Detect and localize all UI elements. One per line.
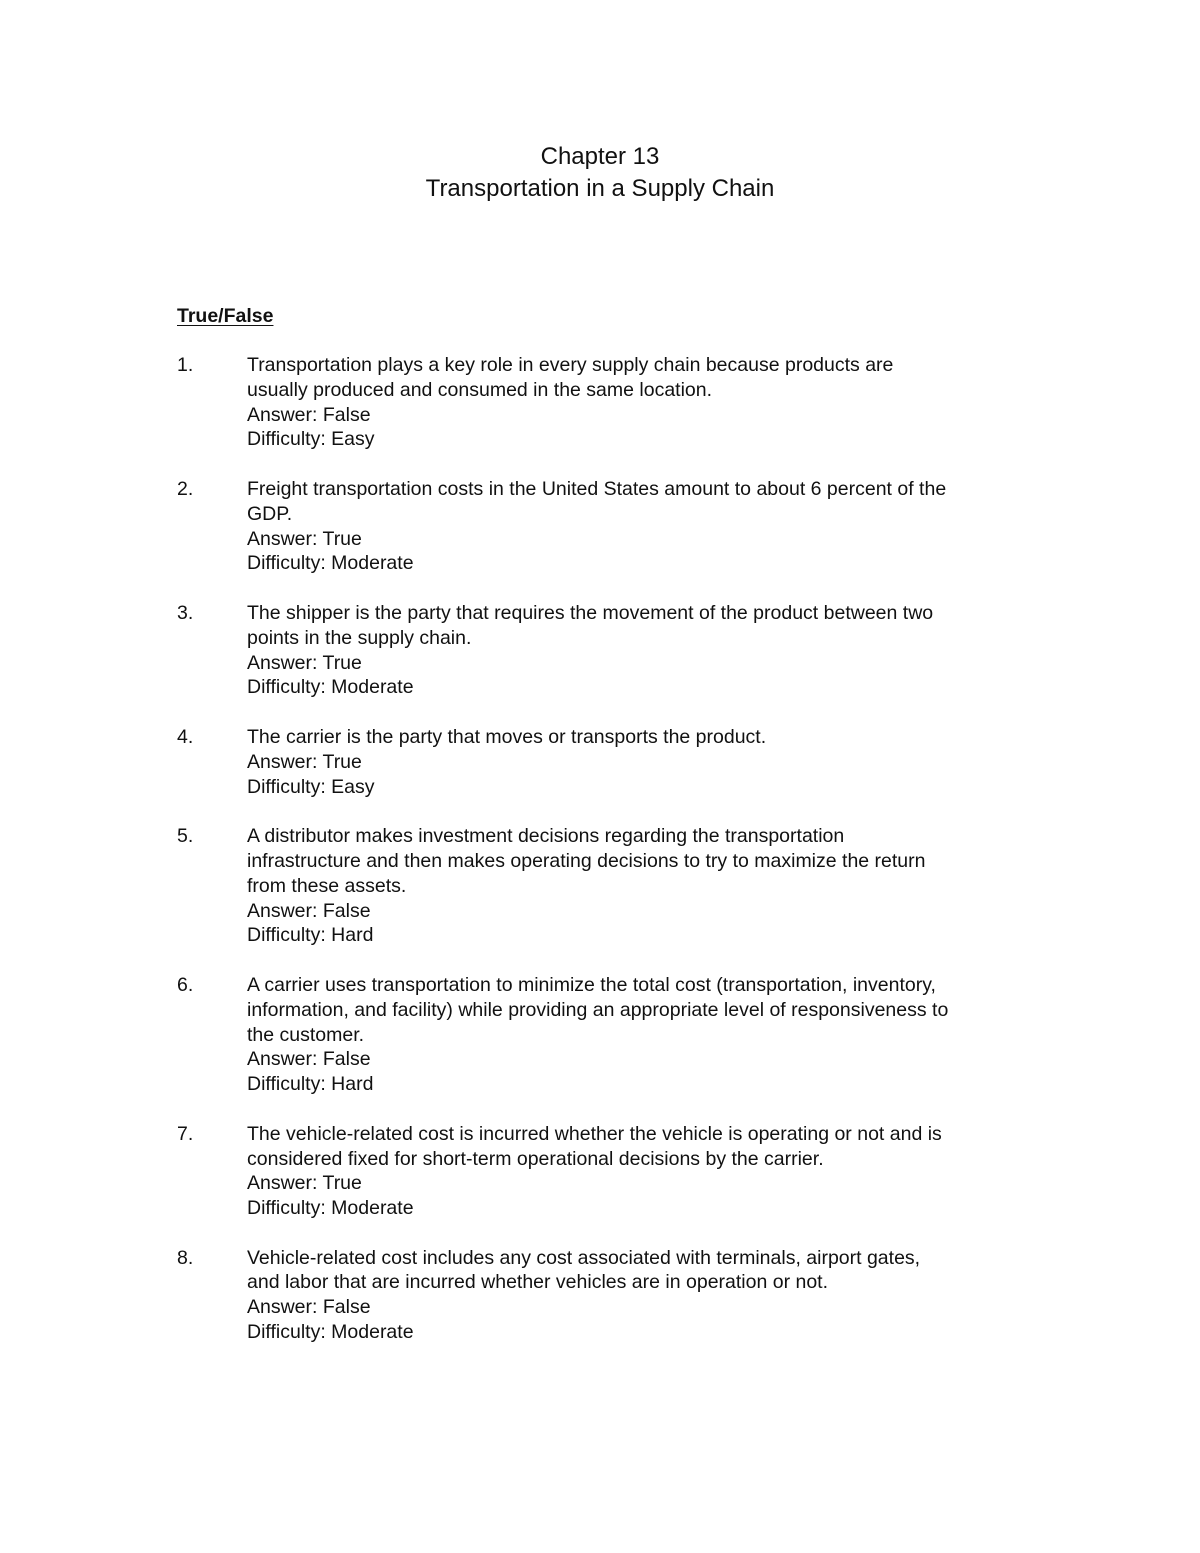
question-answer: Answer: False — [247, 1296, 371, 1319]
question-difficulty: Difficulty: Easy — [247, 428, 375, 451]
question-difficulty: Difficulty: Hard — [247, 924, 374, 947]
question-item — [177, 1246, 1037, 1345]
question-text-line: Freight transportation costs in the United States amount to about 6 percent of the — [247, 477, 947, 500]
question-answer: Answer: True — [247, 527, 362, 550]
question-text-line: The shipper is the party that requires the movement of the product between two — [247, 601, 934, 624]
question-text-line: points in the supply chain. — [247, 626, 472, 649]
question-text-line: infrastructure and then makes operating decisions to try to maximize the return — [247, 849, 926, 872]
question-item — [177, 477, 1037, 576]
question-answer: Answer: False — [247, 1048, 371, 1071]
question-text-line: A carrier uses transportation to minimize the total cost (transportation, inventory, — [247, 973, 936, 996]
question-answer: Answer: False — [247, 899, 371, 922]
question-number: 2. — [177, 477, 194, 500]
question-text-line: from these assets. — [247, 874, 407, 897]
question-number: 3. — [177, 601, 194, 624]
question-answer: Answer: False — [247, 403, 371, 426]
question-number: 8. — [177, 1246, 194, 1269]
question-item — [177, 973, 1037, 1097]
question-text-line: considered fixed for short-term operational decisions by the carrier. — [247, 1147, 824, 1170]
question-text-line: the customer. — [247, 1023, 365, 1046]
question-text-line: The vehicle-related cost is incurred whether the vehicle is operating or not and is — [247, 1122, 942, 1145]
question-number: 7. — [177, 1122, 194, 1145]
question-text-line: information, and facility) while providing an appropriate level of responsiveness to — [247, 998, 949, 1021]
question-difficulty: Difficulty: Moderate — [247, 1197, 414, 1220]
question-text-line: usually produced and consumed in the same location. — [247, 378, 713, 401]
question-number: 4. — [177, 725, 194, 748]
question-answer: Answer: True — [247, 1172, 362, 1195]
question-item — [177, 1122, 1037, 1221]
question-number: 1. — [177, 354, 194, 376]
question-text-line: Transportation plays a key role in every supply chain because products are — [247, 354, 894, 376]
chapter-number: Chapter 13 — [540, 143, 660, 170]
question-item — [177, 601, 1037, 700]
question-number: 5. — [177, 825, 194, 848]
question-item — [177, 824, 1037, 948]
chapter-title: Transportation in a Supply Chain — [425, 175, 775, 202]
question-text-line: Vehicle-related cost includes any cost associated with terminals, airport gates, — [247, 1246, 921, 1269]
question-answer: Answer: True — [247, 651, 362, 674]
question-item — [177, 353, 1037, 452]
question-difficulty: Difficulty: Hard — [247, 1073, 374, 1096]
question-difficulty: Difficulty: Moderate — [247, 1321, 414, 1344]
chapter-title-block — [0, 141, 1200, 205]
question-number: 6. — [177, 973, 194, 996]
question-text-line: A distributor makes investment decisions regarding the transportation — [247, 825, 845, 848]
question-list — [177, 353, 1037, 1370]
question-text-line: GDP. — [247, 502, 293, 525]
question-difficulty: Difficulty: Moderate — [247, 552, 414, 575]
question-answer: Answer: True — [247, 750, 362, 773]
question-difficulty: Difficulty: Moderate — [247, 676, 414, 699]
question-difficulty: Difficulty: Easy — [247, 775, 375, 798]
section-heading: True/False — [177, 305, 274, 327]
question-text-line: and labor that are incurred whether vehicles are in operation or not. — [247, 1271, 829, 1294]
question-text-line: The carrier is the party that moves or transports the product. — [247, 725, 767, 748]
question-item — [177, 725, 1037, 799]
